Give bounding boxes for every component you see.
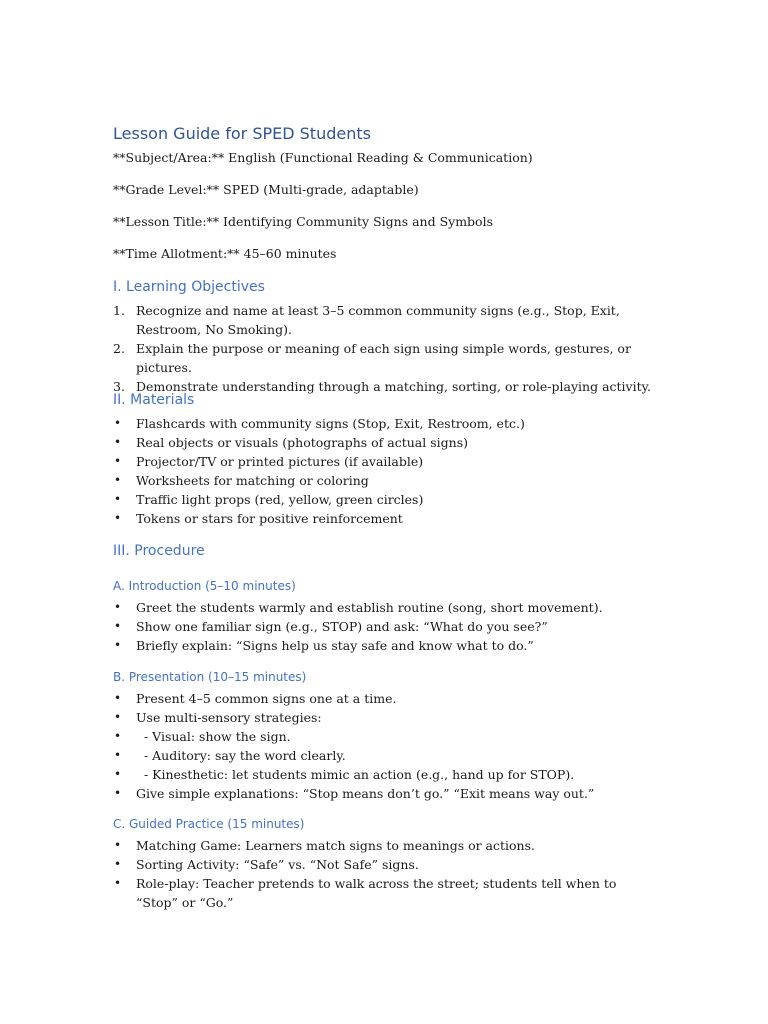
guided-practice-heading: C. Guided Practice (15 minutes) (113, 817, 305, 831)
list-item-text: Greet the students warmly and establish routine (song, short movement). (136, 600, 603, 615)
bullet-icon: • (114, 492, 122, 506)
list-item-text: Flashcards with community signs (Stop, Exit, Restroom, etc.) (136, 416, 525, 431)
bullet-icon: • (114, 600, 122, 614)
list-number: 3. (113, 379, 125, 394)
list-item (113, 836, 658, 855)
list-item-text: Sorting Activity: “Safe” vs. “Not Safe” signs. (136, 857, 419, 872)
presentation-heading: B. Presentation (10–15 minutes) (113, 670, 307, 684)
list-item (113, 708, 658, 727)
list-item (113, 765, 658, 784)
list-item-text: Worksheets for matching or coloring (136, 473, 369, 488)
bullet-icon: • (114, 473, 122, 487)
list-item-text: Demonstrate understanding through a matching, sorting, or role-playing activity. (136, 379, 652, 394)
bullet-icon: • (114, 748, 122, 762)
list-number: 1. (113, 303, 125, 318)
bullet-icon: • (114, 838, 122, 852)
objectives-heading: I. Learning Objectives (113, 279, 265, 295)
list-item-text: - Auditory: say the word clearly. (136, 748, 346, 763)
bullet-icon: • (114, 710, 122, 724)
list-item (113, 509, 658, 528)
objectives-list (113, 301, 658, 396)
list-number: 2. (113, 341, 125, 356)
bullet-icon: • (114, 729, 122, 743)
bullet-icon: • (114, 876, 122, 890)
materials-heading: II. Materials (113, 392, 195, 408)
list-item-text: Briefly explain: “Signs help us stay safe and know what to do.” (136, 638, 534, 653)
list-item-text: Tokens or stars for positive reinforcement (136, 511, 403, 526)
list-item-text: Matching Game: Learners match signs to meanings or actions. (136, 838, 535, 853)
list-item-text: Traffic light props (red, yellow, green circles) (136, 492, 424, 507)
guided-practice-list (113, 836, 658, 912)
list-item (113, 874, 658, 912)
list-item (113, 727, 658, 746)
bullet-icon: • (114, 454, 122, 468)
bullet-icon: • (114, 638, 122, 652)
list-item-text: - Visual: show the sign. (136, 729, 291, 744)
bullet-icon: • (114, 416, 122, 430)
list-item-text: Recognize and name at least 3–5 common community signs (e.g., Stop, Exit, Restroom, No Smoking). (136, 303, 620, 337)
list-item (113, 471, 658, 490)
list-item (113, 339, 658, 377)
meta-lesson-title: **Lesson Title:** Identifying Community Signs and Symbols (113, 214, 493, 229)
list-item (113, 855, 658, 874)
list-item (113, 433, 658, 452)
bullet-icon: • (114, 435, 122, 449)
list-item (113, 617, 658, 636)
list-item-text: Explain the purpose or meaning of each sign using simple words, gestures, or pictures. (136, 341, 631, 375)
meta-subject: **Subject/Area:** English (Functional Reading & Communication) (113, 150, 533, 165)
bullet-icon: • (114, 691, 122, 705)
bullet-icon: • (114, 511, 122, 525)
bullet-icon: • (114, 857, 122, 871)
list-item (113, 452, 658, 471)
bullet-icon: • (114, 786, 122, 800)
list-item (113, 689, 658, 708)
list-item (113, 414, 658, 433)
list-item-text: Use multi-sensory strategies: (136, 710, 322, 725)
meta-grade-level: **Grade Level:** SPED (Multi-grade, adaptable) (113, 182, 419, 197)
bullet-icon: • (114, 619, 122, 633)
list-item (113, 636, 658, 655)
materials-list (113, 414, 658, 528)
list-item (113, 598, 658, 617)
list-item-text: Role-play: Teacher pretends to walk across the street; students tell when to “Stop” or “Go.” (136, 876, 617, 910)
list-item-text: Projector/TV or printed pictures (if available) (136, 454, 424, 469)
list-item (113, 377, 658, 396)
bullet-icon: • (114, 767, 122, 781)
list-item (113, 746, 658, 765)
list-item-text: Real objects or visuals (photographs of actual signs) (136, 435, 468, 450)
list-item (113, 784, 658, 803)
introduction-list (113, 598, 658, 655)
list-item-text: Show one familiar sign (e.g., STOP) and ask: “What do you see?” (136, 619, 548, 634)
list-item-text: Give simple explanations: “Stop means don’t go.” “Exit means way out.” (136, 786, 595, 801)
list-item (113, 301, 658, 339)
list-item-text: Present 4–5 common signs one at a time. (136, 691, 397, 706)
list-item (113, 490, 658, 509)
document-title: Lesson Guide for SPED Students (113, 124, 371, 143)
introduction-heading: A. Introduction (5–10 minutes) (113, 579, 296, 593)
procedure-heading: III. Procedure (113, 543, 205, 559)
presentation-list (113, 689, 658, 803)
meta-time-allotment: **Time Allotment:** 45–60 minutes (113, 246, 337, 261)
list-item-text: - Kinesthetic: let students mimic an action (e.g., hand up for STOP). (136, 767, 575, 782)
